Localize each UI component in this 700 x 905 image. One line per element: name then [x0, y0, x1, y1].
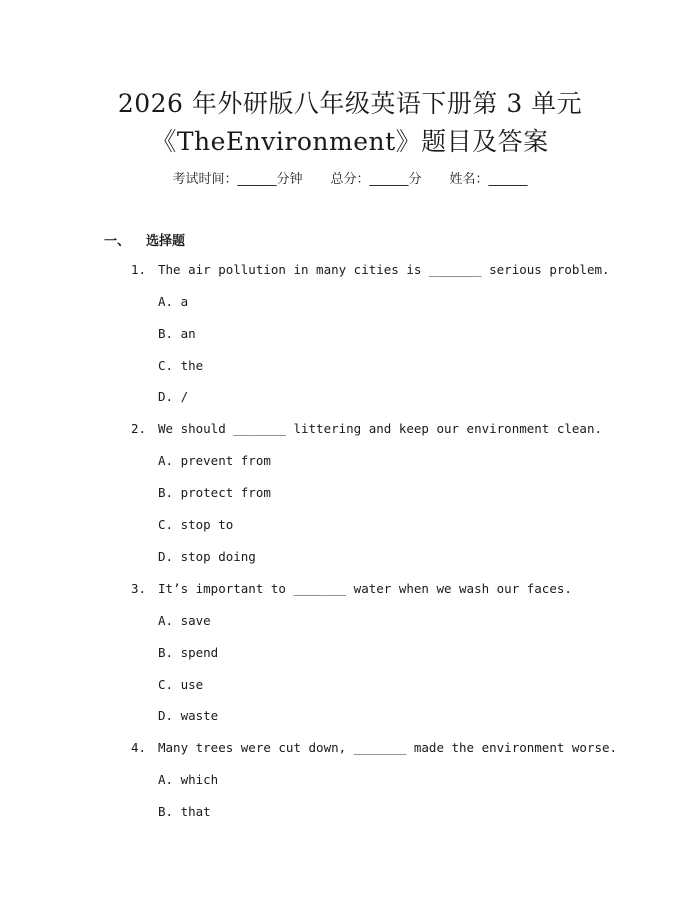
question-4-option-b: B. that: [158, 804, 211, 819]
total-score-field: 总分：______分: [330, 172, 422, 187]
question-number: 1.: [131, 262, 147, 277]
question-number: 3.: [131, 581, 147, 596]
question-1-option-c: C. the: [158, 358, 204, 373]
question-4-option-a: A. which: [158, 772, 219, 787]
question-text: It’s important to _______ water when we wash our faces.: [158, 581, 572, 596]
question-3: [131, 581, 631, 599]
question-text: We should _______ littering and keep our environment clean.: [158, 421, 603, 436]
question-1-option-b: B. an: [158, 326, 196, 341]
question-number: 4.: [131, 740, 147, 755]
question-1-option-d: D. /: [158, 389, 189, 404]
question-1-option-a: A. a: [158, 294, 189, 309]
question-2-option-a: A. prevent from: [158, 453, 271, 468]
question-text: Many trees were cut down, _______ made the environment worse.: [158, 740, 618, 755]
section-number: 一、: [104, 234, 131, 249]
question-3-option-a: A. save: [158, 613, 211, 628]
question-3-option-b: B. spend: [158, 645, 219, 660]
question-2-option-d: D. stop doing: [158, 549, 256, 564]
document-title-line-2: 《TheEnvironment》题目及答案: [151, 127, 549, 156]
document-title-line-1: 2026 年外研版八年级英语下册第 3 单元: [117, 89, 583, 118]
question-text: The air pollution in many cities is _______ serious problem.: [158, 262, 610, 277]
question-number: 2.: [131, 421, 147, 436]
section-label: 选择题: [146, 234, 186, 249]
question-3-option-d: D. waste: [158, 708, 219, 723]
question-3-option-c: C. use: [158, 677, 204, 692]
question-2: [131, 421, 631, 439]
exam-time-field: 考试时间：______分钟: [172, 172, 303, 187]
question-1: [131, 262, 631, 280]
question-4: [131, 740, 631, 758]
student-name-field: 姓名：______: [449, 172, 528, 187]
section-heading: [104, 230, 185, 249]
exam-info-bar: [0, 168, 700, 187]
question-2-option-b: B. protect from: [158, 485, 271, 500]
question-2-option-c: C. stop to: [158, 517, 234, 532]
